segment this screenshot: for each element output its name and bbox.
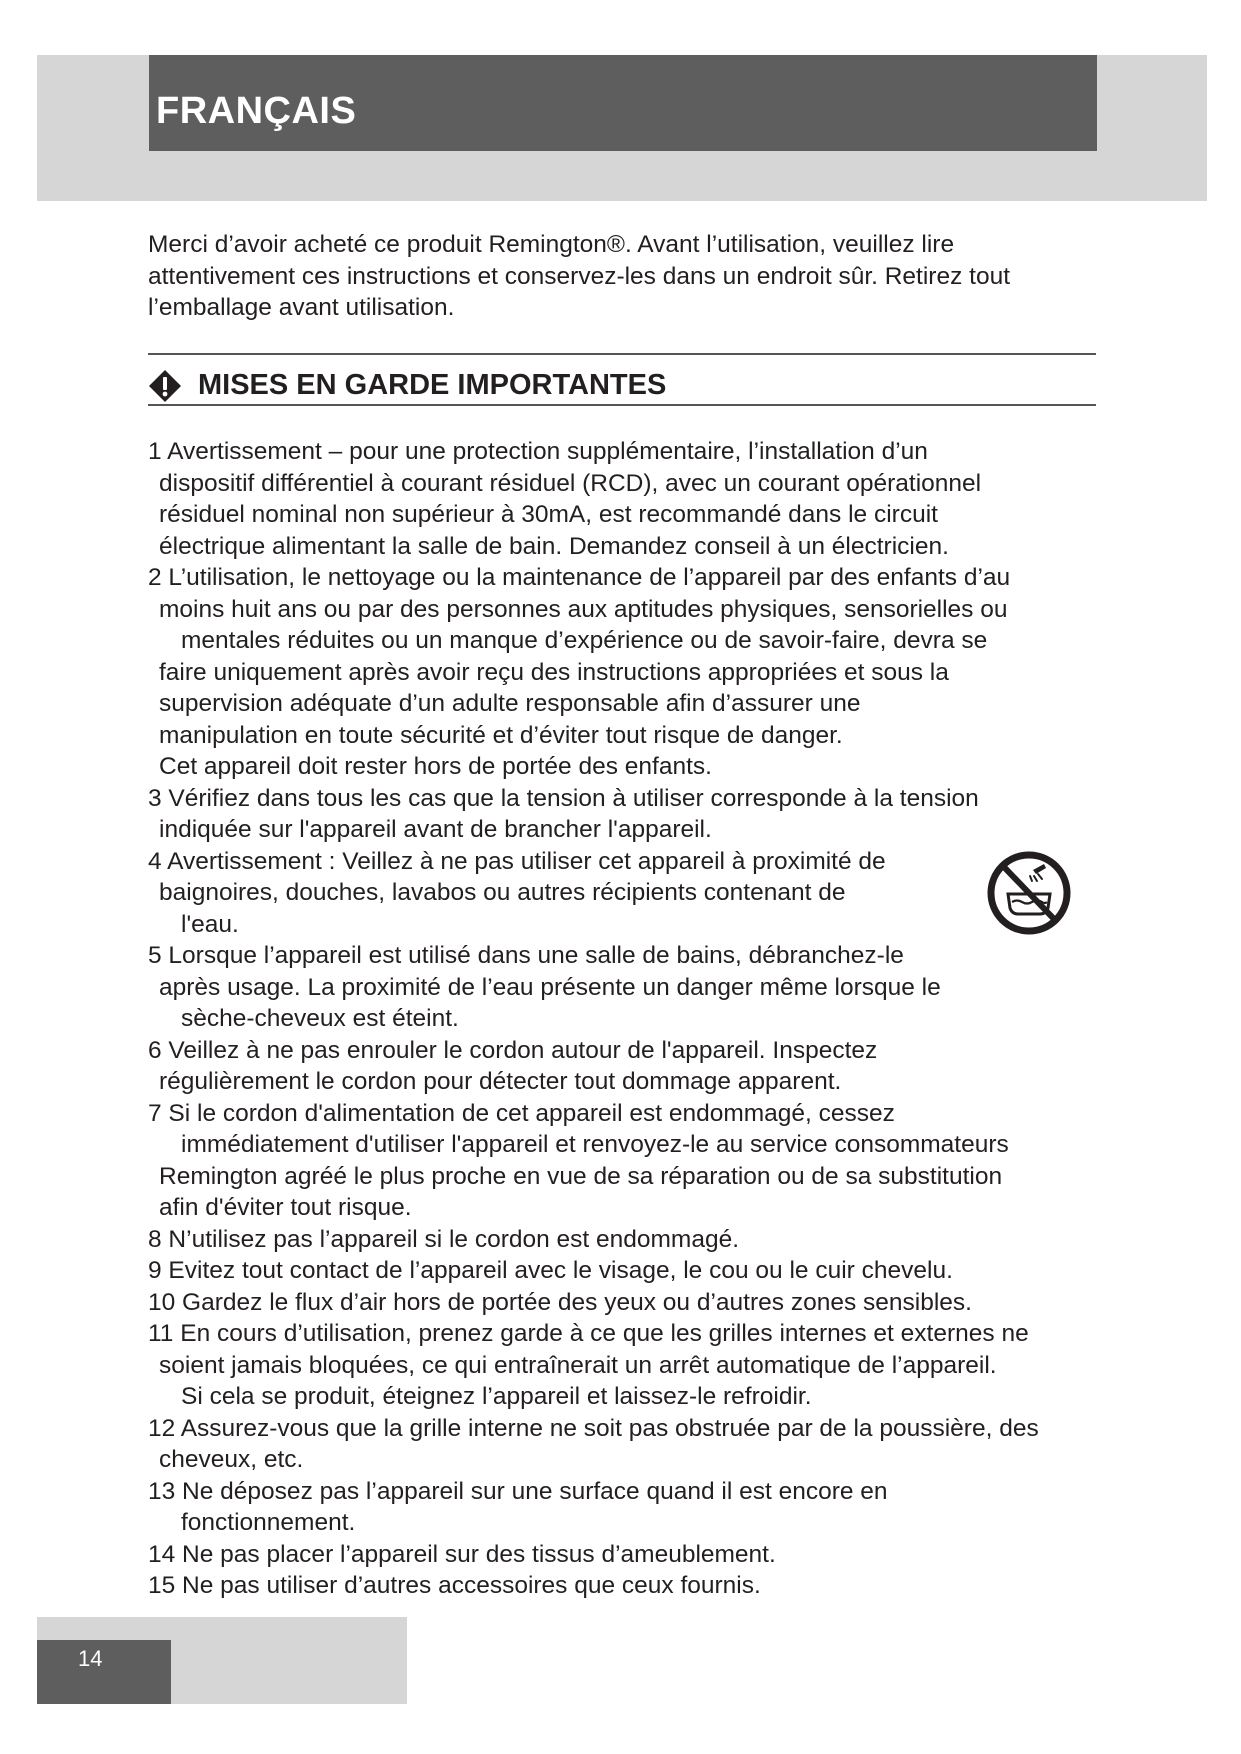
warning-line: Cet appareil doit rester hors de portée des enfants.: [159, 753, 712, 780]
warning-item: [148, 1098, 1088, 1224]
warning-line: sèche-cheveux est éteint.: [181, 1005, 459, 1032]
warning-line: fonctionnement.: [181, 1509, 356, 1536]
warning-line: électrique alimentant la salle de bain. Demandez conseil à un électricien.: [159, 532, 949, 560]
no-bath-water-icon: [986, 850, 1072, 936]
warning-line: 10 Gardez le flux d’air hors de portée des yeux ou d’autres zones sensibles.: [148, 1288, 972, 1316]
warning-line: Si cela se produit, éteignez l’appareil et laissez-le refroidir.: [181, 1383, 812, 1410]
warning-line: manipulation en toute sécurité et d’éviter tout risque de danger.: [159, 721, 843, 749]
warning-item: [148, 1570, 1088, 1602]
warning-item: [148, 1539, 1088, 1571]
warning-line: moins huit ans ou par des personnes aux aptitudes physiques, sensorielles ou: [159, 595, 1008, 623]
section-divider-bottom: [148, 404, 1096, 406]
warning-item: [148, 1476, 1088, 1539]
warning-line: afin d'éviter tout risque.: [159, 1194, 412, 1221]
warning-item: [148, 1035, 1088, 1098]
warning-line: 8 N’utilisez pas l’appareil si le cordon est endommagé.: [148, 1225, 740, 1253]
warning-line: 2 L’utilisation, le nettoyage ou la maintenance de l’appareil par des enfants d’au: [148, 564, 1011, 591]
warning-item: [148, 1255, 1088, 1287]
warning-line: soient jamais bloquées, ce qui entraînerait un arrêt automatique de l’appareil.: [159, 1351, 997, 1379]
warning-diamond-icon: [148, 369, 182, 403]
section-title: MISES EN GARDE IMPORTANTES: [198, 369, 667, 401]
warnings-list: [148, 436, 1088, 1602]
warning-line: 15 Ne pas utiliser d’autres accessoires que ceux fournis.: [148, 1572, 761, 1599]
warning-line: 4 Avertissement : Veillez à ne pas utiliser cet appareil à proximité de: [148, 847, 886, 875]
warning-line: immédiatement d'utiliser l'appareil et renvoyez-le au service consommateurs: [181, 1131, 1009, 1158]
warning-item: [148, 1318, 1088, 1413]
warning-item: [148, 1287, 1088, 1319]
warning-item: [148, 940, 1088, 1035]
intro-line: Merci d’avoir acheté ce produit Remington®. Avant l’utilisation, veuillez lire: [148, 231, 955, 258]
warning-line: mentales réduites ou un manque d’expérience ou de savoir-faire, devra se: [181, 627, 988, 654]
intro-line: attentivement ces instructions et conservez-les dans un endroit sûr. Retirez tout: [148, 262, 1011, 290]
warning-line: 14 Ne pas placer l’appareil sur des tissus d’ameublement.: [148, 1540, 776, 1568]
warning-item: [148, 783, 1088, 846]
warning-line: l'eau.: [181, 910, 239, 938]
warning-line: Remington agréé le plus proche en vue de sa réparation ou de sa substitution: [159, 1162, 1003, 1190]
warning-line: baignoires, douches, lavabos ou autres récipients contenant de: [159, 879, 846, 906]
warning-line: faire uniquement après avoir reçu des instructions appropriées et sous la: [159, 658, 949, 686]
page-number: 14: [78, 1646, 103, 1671]
page-number-box: [37, 1640, 171, 1704]
warning-item: [148, 436, 1088, 562]
warning-line: 7 Si le cordon d'alimentation de cet appareil est endommagé, cessez: [148, 1099, 895, 1127]
intro-paragraph: [148, 229, 1088, 324]
warning-line: 11 En cours d’utilisation, prenez garde à ce que les grilles internes et externes ne: [148, 1320, 1029, 1347]
warning-line: dispositif différentiel à courant résiduel (RCD), avec un courant opérationnel: [159, 469, 982, 497]
warning-line: résiduel nominal non supérieur à 30mA, est recommandé dans le circuit: [159, 501, 938, 528]
section-divider-top: [148, 353, 1096, 355]
warning-line: 1 Avertissement – pour une protection supplémentaire, l’installation d’un: [148, 438, 928, 465]
warning-item: [148, 1224, 1088, 1256]
warning-line: supervision adéquate d’un adulte responsable afin d’assurer une: [159, 690, 861, 717]
warning-line: 6 Veillez à ne pas enrouler le cordon autour de l'appareil. Inspectez: [148, 1036, 878, 1064]
warning-line: après usage. La proximité de l’eau présente un danger même lorsque le: [159, 973, 941, 1001]
warning-line: régulièrement le cordon pour détecter tout dommage apparent.: [159, 1068, 842, 1095]
page-title: FRANÇAIS: [156, 90, 357, 132]
warning-line: 3 Vérifiez dans tous les cas que la tension à utiliser corresponde à la tension: [148, 784, 979, 812]
warning-line: indiquée sur l'appareil avant de brancher l'appareil.: [159, 816, 712, 843]
warning-item: [148, 846, 1088, 941]
warning-line: cheveux, etc.: [159, 1446, 304, 1473]
intro-line: l’emballage avant utilisation.: [148, 294, 455, 321]
warning-item: [148, 1413, 1088, 1476]
warning-line: 9 Evitez tout contact de l’appareil avec le visage, le cou ou le cuir chevelu.: [148, 1257, 953, 1284]
warning-line: 13 Ne déposez pas l’appareil sur une surface quand il est encore en: [148, 1477, 888, 1505]
warning-line: 5 Lorsque l’appareil est utilisé dans une salle de bains, débranchez-le: [148, 942, 904, 969]
warning-line: 12 Assurez-vous que la grille interne ne soit pas obstruée par de la poussière, des: [148, 1414, 1039, 1442]
warning-item: [148, 562, 1088, 783]
